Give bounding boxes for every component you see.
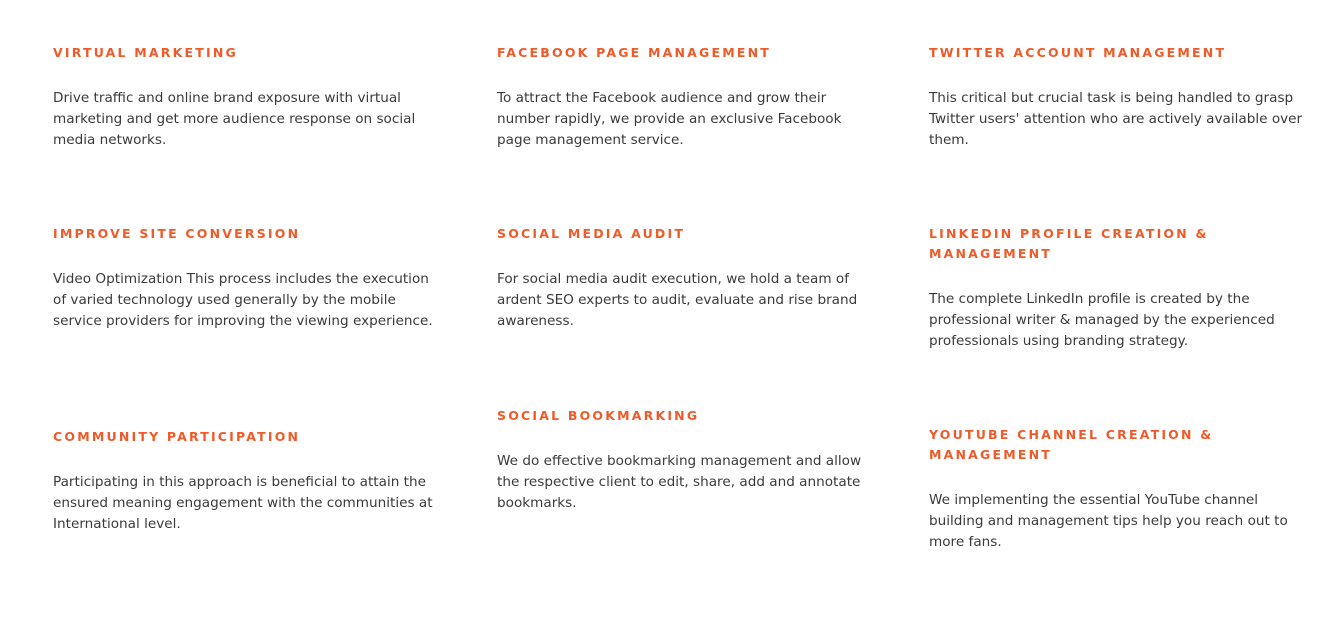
service-item-improve-site-conversion [53,224,438,332]
service-title: COMMUNITY PARTICIPATION [53,429,301,444]
service-item-social-media-audit [497,224,877,332]
service-description: The complete LinkedIn profile is created by the professional writer & managed by the experienced professionals using branding strategy. [929,291,1275,349]
service-item-virtual-marketing [53,43,438,151]
service-description: This critical but crucial task is being handled to grasp Twitter users' attention who are actively available over them. [929,90,1303,148]
service-description: Video Optimization This process includes the execution of varied technology used generally by the mobile service providers for improving the viewing experience. [53,271,433,329]
service-description: Participating in this approach is beneficial to attain the ensured meaning engagement with the communities at International level. [53,474,433,532]
service-description: We implementing the essential YouTube channel building and management tips help you reach out to more fans. [929,492,1288,550]
service-title: IMPROVE SITE CONVERSION [53,226,301,241]
service-item-facebook-page-management [497,43,877,151]
service-item-social-bookmarking [497,406,877,514]
service-title: VIRTUAL MARKETING [53,45,238,60]
service-title: FACEBOOK PAGE MANAGEMENT [497,45,771,60]
service-title: TWITTER ACCOUNT MANAGEMENT [929,45,1227,60]
service-title: LINKEDIN PROFILE CREATION & MANAGEMENT [929,226,1209,261]
service-description: To attract the Facebook audience and grow their number rapidly, we provide an exclusive Facebook page management service. [497,90,842,148]
service-title: SOCIAL BOOKMARKING [497,408,700,423]
service-title: YOUTUBE CHANNEL CREATION & MANAGEMENT [929,427,1214,462]
service-item-linkedin-profile-creation [929,224,1314,352]
service-item-community-participation [53,427,438,535]
service-item-twitter-account-management [929,43,1314,151]
service-item-youtube-channel-creation [929,425,1314,553]
service-title: SOCIAL MEDIA AUDIT [497,226,686,241]
service-description: We do effective bookmarking management and allow the respective client to edit, share, add and annotate bookmarks. [497,453,862,511]
service-description: Drive traffic and online brand exposure with virtual marketing and get more audience response on social media networks. [53,90,416,148]
service-description: For social media audit execution, we hold a team of ardent SEO experts to audit, evaluate and rise brand awareness. [497,271,858,329]
